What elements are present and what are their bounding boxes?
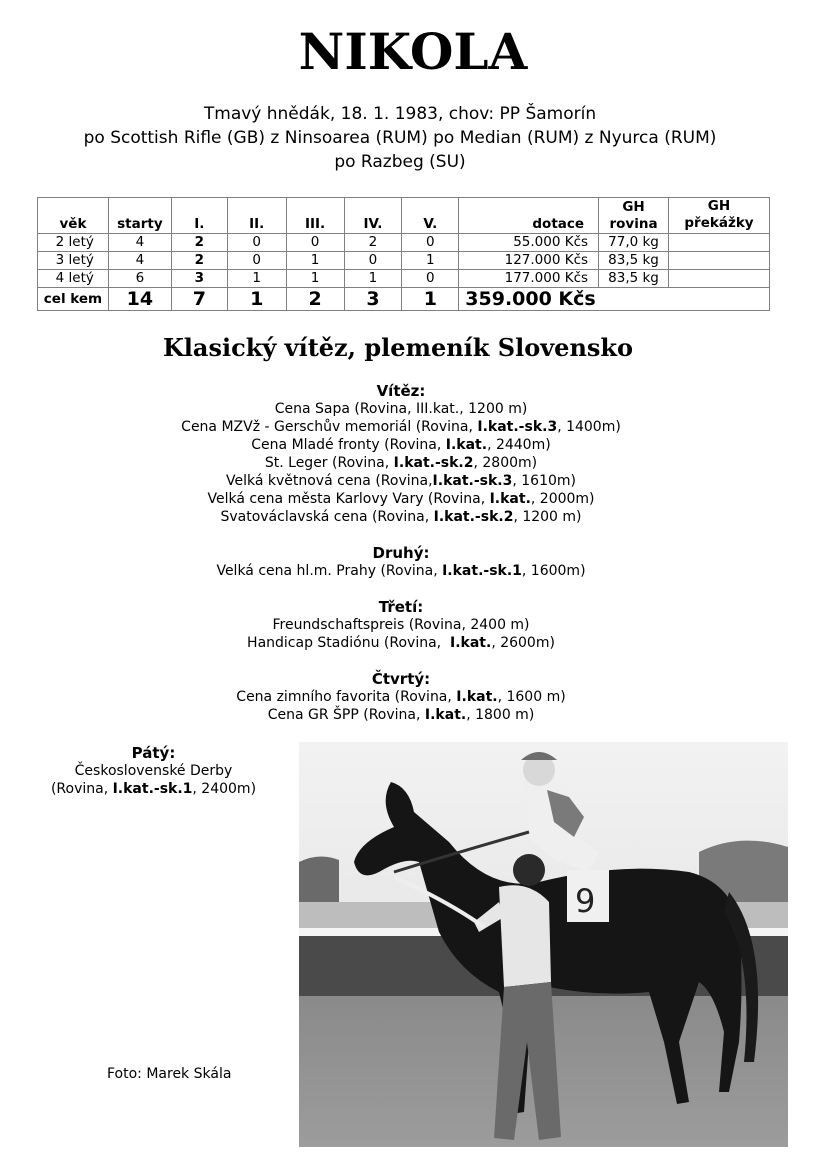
cell-total-money: 359.000 Kčs [459, 288, 770, 311]
pedigree-line-3: po Razbeg (SU) [334, 152, 466, 172]
col-place-2: II. [227, 198, 286, 234]
result-category: I.kat.-sk.1 [442, 563, 522, 579]
table-row [38, 234, 770, 252]
cell-age: 3 letý [38, 252, 109, 270]
cell-place-3: 0 [286, 234, 344, 252]
result-line [0, 418, 802, 436]
pedigree-line-2: po Scottish Rifle (GB) z Ninsoarea (RUM) po Median (RUM) z Nyurca (RUM) [83, 128, 717, 148]
fifth-line-1: Československé Derby [74, 763, 233, 779]
cell-gh-flat: 83,5 kg [599, 270, 669, 288]
table-row [38, 270, 770, 288]
result-line [0, 562, 802, 580]
cell-money: 127.000 Kčs [459, 252, 599, 270]
result-text: Cena GR ŠPP (Rovina, [267, 707, 425, 723]
col-money: dotace [459, 198, 599, 234]
cell-place-1: 2 [171, 234, 227, 252]
result-text: Cena Mladé fronty (Rovina, [251, 437, 446, 453]
saddle-number: 9 [575, 882, 596, 920]
result-text: Velká cena města Karlovy Vary (Rovina, [207, 491, 490, 507]
result-text: , 2440m) [487, 437, 551, 453]
result-text: St. Leger (Rovina, [264, 455, 394, 471]
cell-place-1: 2 [171, 252, 227, 270]
winner-heading: Vítěz: [376, 382, 426, 400]
cell-place-2: 0 [227, 234, 286, 252]
cell-place-5: 1 [402, 252, 459, 270]
col-starts: starty [108, 198, 171, 234]
subtitle: Klasický vítěz, plemeník Slovensko [162, 333, 634, 362]
cell-money: 177.000 Kčs [459, 270, 599, 288]
fourth-heading: Čtvrtý: [371, 670, 431, 688]
fifth-place-block [36, 744, 271, 798]
pedigree-line-1: Tmavý hnědák, 18. 1. 1983, chov: PP Šamorín [203, 104, 597, 124]
horse-photo-drawing [299, 742, 788, 1147]
result-text: , 1800 m) [466, 707, 535, 723]
cell-total-place-5: 1 [402, 288, 459, 311]
third-heading: Třetí: [378, 598, 424, 616]
col-place-1: I. [171, 198, 227, 234]
photo-credit: Foto: Marek Skála [107, 1066, 232, 1082]
cell-place-5: 0 [402, 270, 459, 288]
result-line [0, 400, 802, 418]
cell-starts: 4 [108, 252, 171, 270]
col-gh-flat-top: GH [622, 199, 645, 215]
cell-place-2: 1 [227, 270, 286, 288]
result-text: Handicap Stadiónu (Rovina, [247, 635, 451, 651]
cell-gh-flat: 83,5 kg [599, 252, 669, 270]
result-category: I.kat. [445, 437, 488, 453]
cell-place-4: 2 [344, 234, 402, 252]
cell-total-place-2: 1 [227, 288, 286, 311]
cell-total-label: cel kem [38, 288, 109, 311]
result-line [0, 616, 802, 634]
result-line [0, 688, 802, 706]
cell-gh-jump [669, 234, 770, 252]
cell-starts: 4 [108, 234, 171, 252]
results-list [0, 382, 802, 724]
result-text: (Rovina, [50, 781, 113, 797]
result-line [0, 454, 802, 472]
cell-gh-jump [669, 252, 770, 270]
result-category: I.kat. [456, 689, 498, 705]
cell-starts: 6 [108, 270, 171, 288]
fifth-heading: Pátý: [131, 744, 176, 762]
col-age: věk [38, 198, 109, 234]
result-text: , 2800m) [473, 455, 538, 471]
col-gh-flat-bottom: rovina [609, 216, 658, 232]
cell-total-place-3: 2 [286, 288, 344, 311]
col-place-4: IV. [344, 198, 402, 234]
fifth-line-2 [36, 780, 271, 798]
result-text: , 1610m) [512, 473, 576, 489]
cell-total-place-1: 7 [171, 288, 227, 311]
table-total-row [38, 288, 770, 311]
col-gh-flat [599, 198, 669, 234]
cell-age: 2 letý [38, 234, 109, 252]
result-text: , 2600m) [491, 635, 555, 651]
col-gh-jump-top: GH [707, 198, 731, 214]
result-text: Velká cena hl.m. Prahy (Rovina, [216, 563, 443, 579]
result-line [0, 706, 802, 724]
result-category: I.kat. [489, 491, 531, 507]
result-line [0, 634, 802, 652]
cell-place-1: 3 [171, 270, 227, 288]
cell-place-4: 0 [344, 252, 402, 270]
page-title: NIKOLA [298, 22, 528, 81]
result-category: I.kat.-sk.3 [477, 419, 558, 435]
result-text: , 1200 m) [513, 509, 582, 525]
cell-gh-flat: 77,0 kg [599, 234, 669, 252]
result-line [0, 508, 802, 526]
result-text: , 2000m) [530, 491, 595, 507]
result-category: I.kat.-sk.1 [112, 781, 193, 797]
result-text: Svatováclavská cena (Rovina, [220, 509, 434, 525]
result-text: Velká květnová cena (Rovina, [225, 473, 433, 489]
pedigree-block [0, 102, 800, 174]
cell-age: 4 letý [38, 270, 109, 288]
result-line [0, 490, 802, 508]
result-text: , 1400m) [557, 419, 621, 435]
cell-place-4: 1 [344, 270, 402, 288]
result-category: I.kat.-sk.2 [393, 455, 474, 471]
result-line [0, 436, 802, 454]
result-text: Cena zimního favorita (Rovina, [236, 689, 457, 705]
cell-place-5: 0 [402, 234, 459, 252]
cell-place-3: 1 [286, 270, 344, 288]
result-text: Freundschaftspreis (Rovina, 2400 m) [272, 617, 530, 633]
result-category: I.kat.-sk.2 [433, 509, 514, 525]
second-heading: Druhý: [372, 544, 430, 562]
table-row [38, 252, 770, 270]
result-text: , 1600 m) [497, 689, 566, 705]
result-category: I.kat. [424, 707, 467, 723]
result-text: Cena MZVž - Gerschův memoriál (Rovina, [181, 419, 478, 435]
col-place-3: III. [286, 198, 344, 234]
race-stats-table [37, 197, 770, 311]
result-line [0, 472, 802, 490]
result-text: Cena Sapa (Rovina, III.kat., 1200 m) [274, 401, 528, 417]
cell-total-starts: 14 [108, 288, 171, 311]
cell-total-place-4: 3 [344, 288, 402, 311]
result-category: I.kat.-sk.3 [432, 473, 513, 489]
col-gh-jump-bottom: překážky [684, 215, 754, 231]
horse-photo [299, 742, 788, 1147]
result-text: , 2400m) [192, 781, 257, 797]
cell-gh-jump [669, 270, 770, 288]
result-text: , 1600m) [521, 563, 586, 579]
col-place-5: V. [402, 198, 459, 234]
result-category: I.kat. [450, 635, 492, 651]
cell-place-2: 0 [227, 252, 286, 270]
cell-money: 55.000 Kčs [459, 234, 599, 252]
col-gh-jump [669, 198, 770, 234]
cell-place-3: 1 [286, 252, 344, 270]
